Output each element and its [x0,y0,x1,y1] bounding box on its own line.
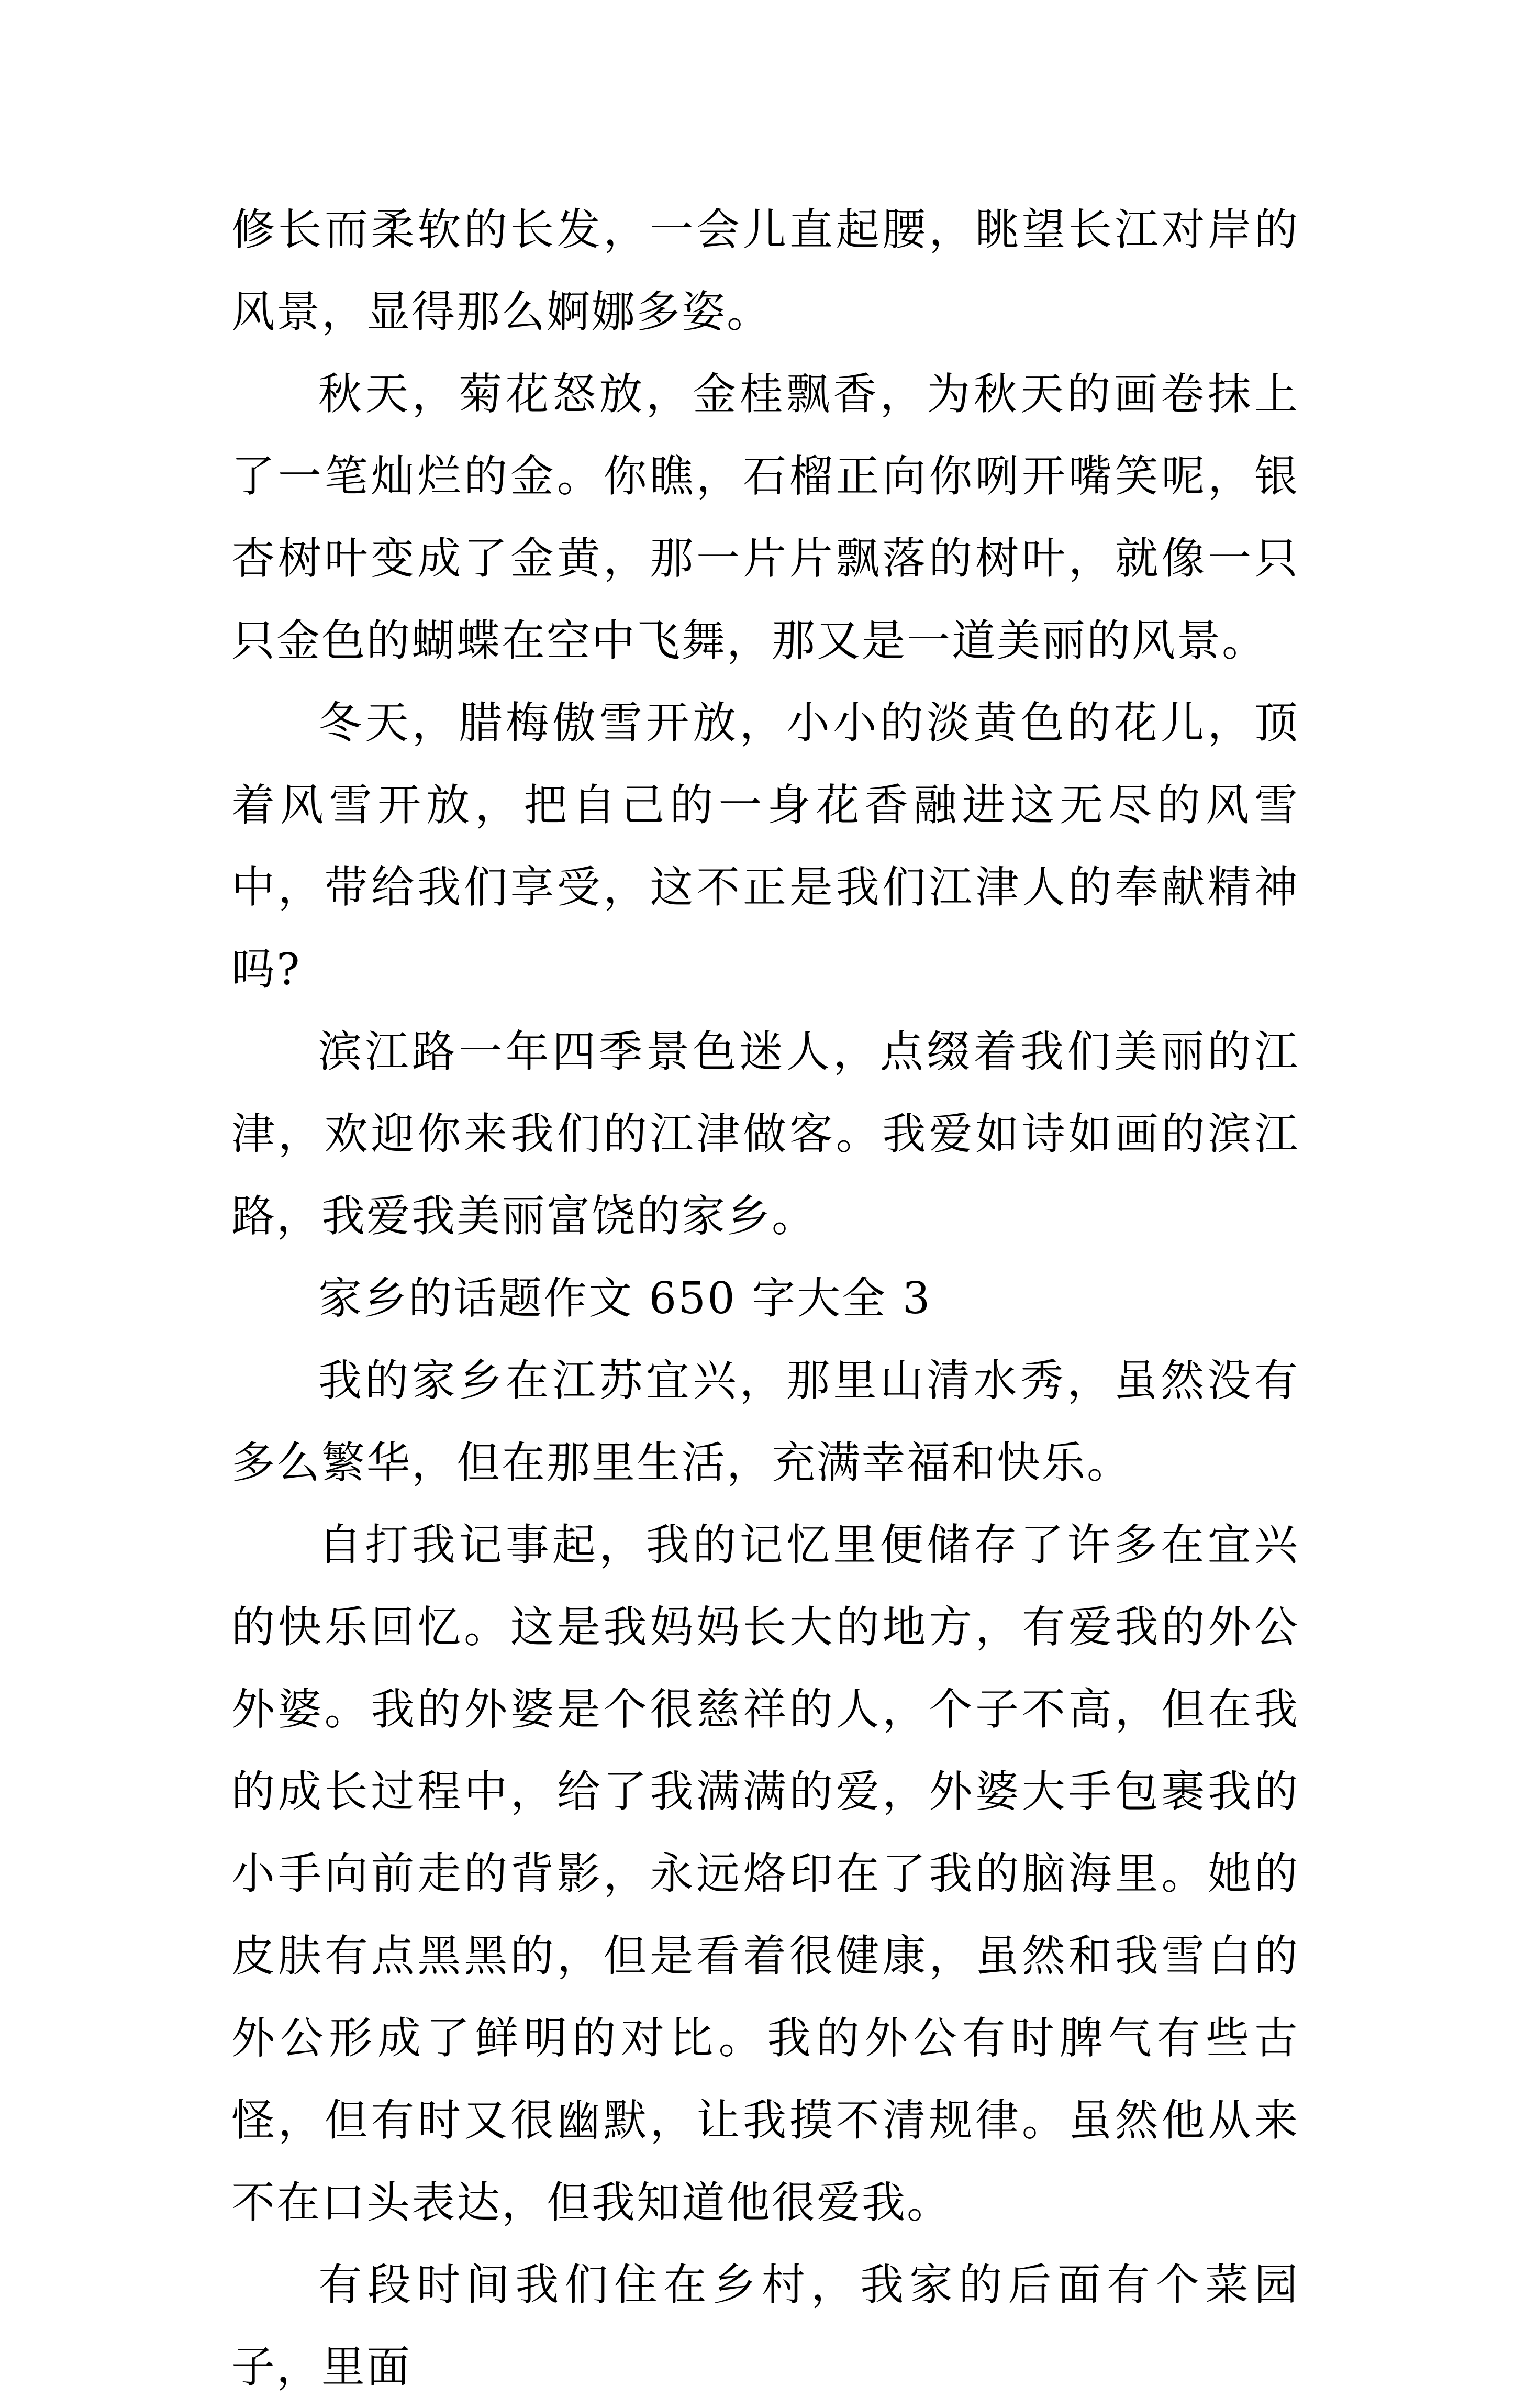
document-body [231,188,1299,2408]
section-heading: 家乡的话题作文 650 字大全 3 [318,1273,932,1324]
paragraph-autumn: 秋天，菊花怒放，金桂飘香，为秋天的画卷抹上了一笔灿烂的金。你瞧，石榴正向你咧开嘴笑呢，银杏树叶变成了金黄，那一片片飘落的树叶，就像一只只金色的蝴蝶在空中飞舞，那又是一道美丽的风景。 [231,369,1299,666]
paragraph-binjiang-road: 滨江路一年四季景色迷人，点缀着我们美丽的江津，欢迎你来我们的江津做客。我爱如诗如画的滨江路，我爱我美丽富饶的家乡。 [231,1026,1299,1241]
paragraph-vegetable-garden: 有段时间我们住在乡村，我家的后面有个菜园子，里面 [231,2259,1299,2392]
paragraph-memories: 自打我记事起，我的记忆里便储存了许多在宜兴的快乐回忆。这是我妈妈长大的地方，有爱我的外公外婆。我的外婆是个很慈祥的人，个子不高，但在我的成长过程中，给了我满满的爱，外婆大手包裹我的小手向前走的背影，永远烙印在了我的脑海里。她的皮肤有点黑黑的，但是看着很健康，虽然和我雪白的外公形成了鲜明的对比。我的外公有时脾气有些古怪，但有时又很幽默，让我摸不清规律。虽然他从来不在口头表达，但我知道他很爱我。 [231,1519,1299,2228]
paragraph-continuation: 修长而柔软的长发，一会儿直起腰，眺望长江对岸的风景，显得那么婀娜多姿。 [231,204,1299,337]
paragraph-winter: 冬天，腊梅傲雪开放，小小的淡黄色的花儿，顶着风雪开放，把自己的一身花香融进这无尽的风雪中，带给我们享受，这不正是我们江津人的奉献精神吗? [231,697,1299,995]
paragraph-hometown-yixing: 我的家乡在江苏宜兴，那里山清水秀，虽然没有多么繁华，但在那里生活，充满幸福和快乐。 [231,1355,1299,1488]
